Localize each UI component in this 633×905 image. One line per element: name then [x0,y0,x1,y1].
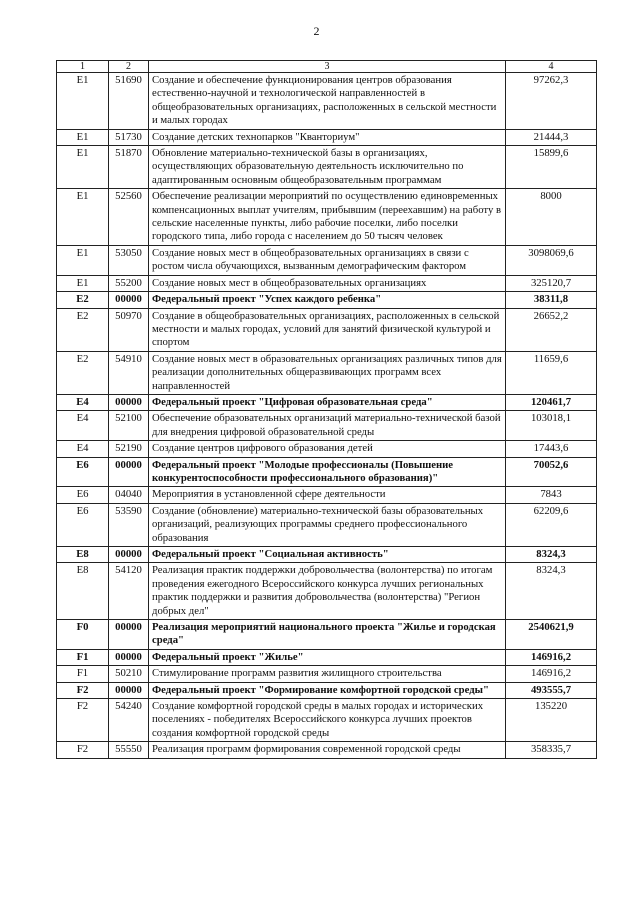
row-section-code: E4 [57,394,109,410]
row-amount: 70052,6 [506,457,597,487]
row-description: Федеральный проект "Жилье" [149,649,506,665]
column-header-2: 2 [109,61,149,73]
column-header-4: 4 [506,61,597,73]
row-section-code: E2 [57,351,109,394]
row-amount: 7843 [506,487,597,503]
row-amount: 146916,2 [506,666,597,682]
table-row [57,699,597,742]
row-section-code: E1 [57,245,109,275]
row-description: Федеральный проект "Успех каждого ребенка" [149,292,506,308]
column-header-1: 1 [57,61,109,73]
row-section-code: E6 [57,487,109,503]
row-description: Создание новых мест в общеобразовательных организациях в связи с ростом числа обучающихся, вызванным демографическим фактором [149,245,506,275]
row-description: Создание комфортной городской среды в малых городах и исторических поселениях - победителях Всероссийского конкурса лучших проектов создания комфортной городской среды [149,699,506,742]
row-description: Реализация программ формирования современной городской среды [149,742,506,758]
row-subcode: 54910 [109,351,149,394]
row-amount: 325120,7 [506,275,597,291]
row-amount: 15899,6 [506,146,597,189]
row-description: Создание детских технопарков "Кванториум" [149,129,506,145]
row-section-code: E2 [57,308,109,351]
column-header-3: 3 [149,61,506,73]
row-subcode: 51870 [109,146,149,189]
row-amount: 8324,3 [506,547,597,563]
row-subcode: 54240 [109,699,149,742]
table-row [57,487,597,503]
row-subcode: 52100 [109,411,149,441]
row-subcode: 00000 [109,394,149,410]
row-section-code: E8 [57,563,109,620]
row-section-code: E1 [57,146,109,189]
row-section-code: F2 [57,699,109,742]
row-amount: 146916,2 [506,649,597,665]
row-description: Федеральный проект "Молодые профессионалы (Повышение конкурентоспособности профессионального образования)" [149,457,506,487]
row-subcode: 52560 [109,189,149,246]
row-subcode: 00000 [109,682,149,698]
row-section-code: F1 [57,649,109,665]
row-section-code: F1 [57,666,109,682]
row-subcode: 51690 [109,73,149,130]
row-section-code: E1 [57,73,109,130]
row-section-code: E4 [57,411,109,441]
row-description: Создание (обновление) материально-технической базы образовательных организаций, реализующих программы среднего профессионального образования [149,503,506,546]
table-row [57,742,597,758]
row-subcode: 50210 [109,666,149,682]
row-subcode: 51730 [109,129,149,145]
row-section-code: F0 [57,620,109,650]
table-header-row [57,61,597,73]
row-section-code: E2 [57,292,109,308]
row-section-code: E1 [57,189,109,246]
row-description: Создание и обеспечение функционирования центров образования естественно-научной и технологической направленностей в общеобразовательных организациях, расположенных в сельской местности и малых городах [149,73,506,130]
row-description: Реализация практик поддержки добровольчества (волонтерства) по итогам проведения ежегодного Всероссийского конкурса лучших региональных практик поддержки и развития добровольчества (волонтерства) "Регион добрых дел" [149,563,506,620]
table-row [57,547,597,563]
row-amount: 3098069,6 [506,245,597,275]
table-row [57,351,597,394]
row-subcode: 00000 [109,620,149,650]
row-description: Мероприятия в установленной сфере деятельности [149,487,506,503]
row-section-code: E6 [57,503,109,546]
table-row [57,682,597,698]
row-subcode: 55200 [109,275,149,291]
row-description: Обновление материально-технической базы в организациях, осуществляющих образовательную деятельность исключительно по адаптированным основным общеобразовательным программам [149,146,506,189]
row-description: Федеральный проект "Цифровая образовательная среда" [149,394,506,410]
row-amount: 38311,8 [506,292,597,308]
row-description: Федеральный проект "Социальная активность" [149,547,506,563]
row-description: Обеспечение реализации мероприятий по осуществлению единовременных компенсационных выплат учителям, прибывшим (переехавшим) на работу в сельские населенные пункты, либо рабочие поселки, либо поселки городского типа, либо города с населением до 50 тысяч человек [149,189,506,246]
table-row [57,292,597,308]
row-section-code: F2 [57,742,109,758]
row-section-code: E6 [57,457,109,487]
row-subcode: 00000 [109,292,149,308]
row-section-code: E8 [57,547,109,563]
table-row [57,189,597,246]
row-subcode: 53590 [109,503,149,546]
row-subcode: 55550 [109,742,149,758]
table-body [57,73,597,759]
table-row [57,308,597,351]
budget-table [56,60,597,759]
table-row [57,563,597,620]
row-description: Создание новых мест в образовательных организациях различных типов для реализации дополнительных общеразвивающих программ всех направленностей [149,351,506,394]
row-description: Создание новых мест в общеобразовательных организациях [149,275,506,291]
row-subcode: 04040 [109,487,149,503]
table-row [57,73,597,130]
row-amount: 135220 [506,699,597,742]
row-description: Создание в общеобразовательных организациях, расположенных в сельской местности и малых городах, условий для занятий физической культурой и спортом [149,308,506,351]
row-section-code: E4 [57,441,109,457]
row-description: Федеральный проект "Формирование комфортной городской среды" [149,682,506,698]
row-amount: 358335,7 [506,742,597,758]
table-row [57,245,597,275]
row-amount: 21444,3 [506,129,597,145]
row-amount: 11659,6 [506,351,597,394]
row-amount: 26652,2 [506,308,597,351]
table-row [57,129,597,145]
row-description: Создание центров цифрового образования детей [149,441,506,457]
table-row [57,620,597,650]
table-row [57,441,597,457]
row-section-code: E1 [57,129,109,145]
table-row [57,649,597,665]
row-amount: 8324,3 [506,563,597,620]
row-amount: 17443,6 [506,441,597,457]
row-subcode: 53050 [109,245,149,275]
row-description: Обеспечение образовательных организаций материально-технической базой для внедрения цифровой образовательной среды [149,411,506,441]
row-subcode: 50970 [109,308,149,351]
table-row [57,411,597,441]
row-section-code: E1 [57,275,109,291]
table-row [57,666,597,682]
page-number: 2 [313,24,320,38]
row-description: Реализация мероприятий национального проекта "Жилье и городская среда" [149,620,506,650]
table-row [57,503,597,546]
row-amount: 8000 [506,189,597,246]
table-row [57,275,597,291]
row-amount: 103018,1 [506,411,597,441]
row-section-code: F2 [57,682,109,698]
row-subcode: 54120 [109,563,149,620]
table-row [57,457,597,487]
table-row [57,394,597,410]
row-amount: 62209,6 [506,503,597,546]
table-row [57,146,597,189]
row-description: Стимулирование программ развития жилищного строительства [149,666,506,682]
row-amount: 493555,7 [506,682,597,698]
row-amount: 120461,7 [506,394,597,410]
row-subcode: 00000 [109,649,149,665]
row-amount: 2540621,9 [506,620,597,650]
row-subcode: 00000 [109,547,149,563]
row-subcode: 52190 [109,441,149,457]
row-amount: 97262,3 [506,73,597,130]
row-subcode: 00000 [109,457,149,487]
